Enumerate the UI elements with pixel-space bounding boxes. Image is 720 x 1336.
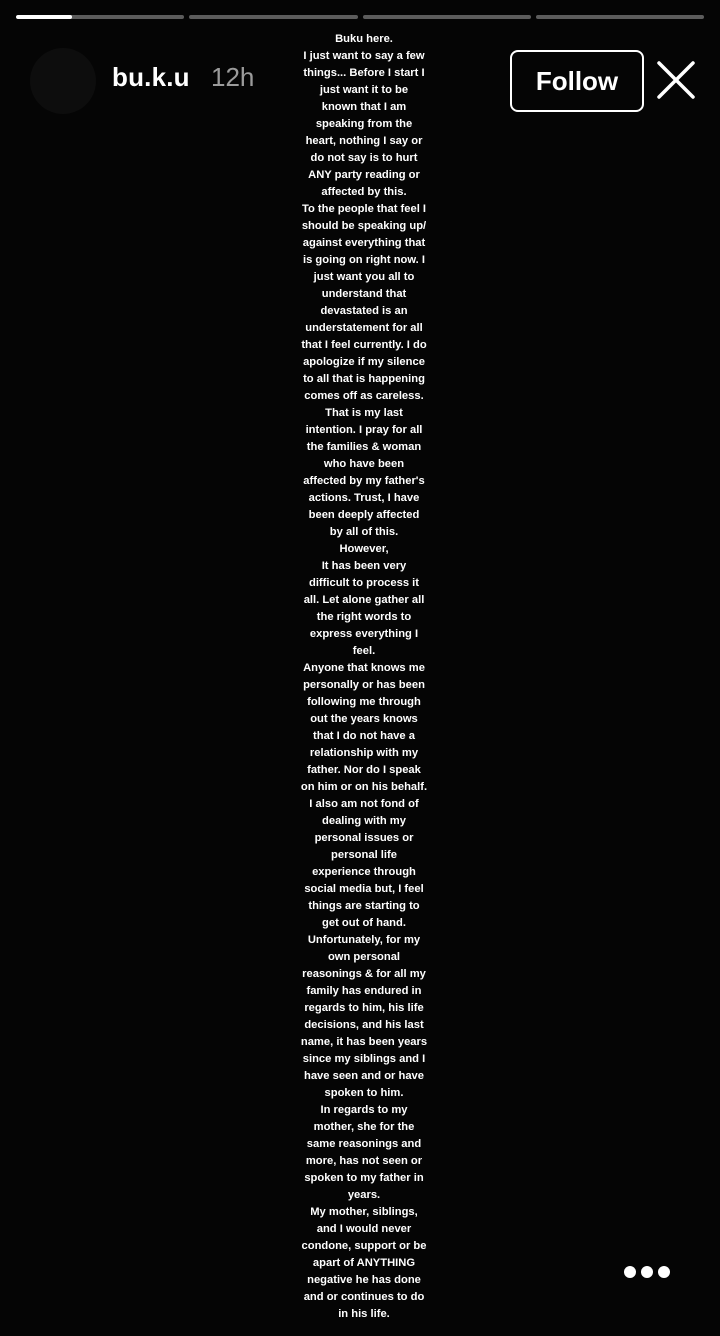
story-text-line: Anyone that knows me <box>303 662 425 674</box>
story-text-line: intention. I pray for all <box>305 424 423 436</box>
story-text-line: the families & woman <box>306 441 422 453</box>
story-text-line: known that I am <box>321 101 407 113</box>
story-text-line: and or continues to do <box>303 1291 425 1303</box>
story-text-line: that I feel currently. I do <box>301 339 427 351</box>
story-text-line: affected by my father's <box>303 475 425 487</box>
story-text <box>290 31 438 1323</box>
story-text-line: name, it has been years <box>300 1036 428 1048</box>
story-text-line: same reasonings and <box>306 1138 422 1150</box>
story-text-line: To the people that feel I <box>301 203 427 215</box>
close-button[interactable] <box>654 58 698 102</box>
story-text-line: have seen and or have <box>303 1070 424 1082</box>
more-options-icon <box>624 1266 636 1278</box>
story-text-line: experience through <box>312 866 416 878</box>
story-text-line: relationship with my <box>309 747 419 759</box>
story-text-line: My mother, siblings, <box>310 1206 418 1218</box>
story-text-line: heart, nothing I say or <box>305 135 423 147</box>
story-text-line: against everything that <box>302 237 426 249</box>
story-text-line: own personal <box>327 951 401 963</box>
story-text-line: affected by this. <box>321 186 407 198</box>
story-text-line: to all that is happening <box>303 373 425 385</box>
story-text-line: things are starting to <box>308 900 420 912</box>
story-text-line: spoken to him. <box>324 1087 404 1099</box>
story-text-line: speaking from the <box>315 118 413 130</box>
story-text-line: personal issues or <box>314 832 414 844</box>
progress-fill <box>16 15 72 19</box>
story-text-line: understatement for all <box>305 322 423 334</box>
story-text-line: social media but, I feel <box>304 883 424 895</box>
story-text-line: comes off as careless. <box>304 390 424 402</box>
story-text-line: condone, support or be <box>301 1240 427 1252</box>
progress-segment <box>536 15 704 19</box>
story-text-line: mother, she for the <box>313 1121 415 1133</box>
story-text-line: I also am not fond of <box>309 798 419 810</box>
story-progress-bar <box>16 15 704 19</box>
story-text-line: ANY party reading or <box>308 169 420 181</box>
username[interactable]: bu.k.u <box>112 62 190 92</box>
story-text-line: Buku here. <box>335 33 393 45</box>
close-icon <box>654 58 698 102</box>
story-text-line: who have been <box>323 458 405 470</box>
story-text-line: personal life <box>331 849 397 861</box>
story-text-line: personally or has been <box>303 679 425 691</box>
story-text-line: That is my last <box>325 407 403 419</box>
story-text-line: Unfortunately, for my <box>307 934 421 946</box>
story-text-line: on him or on his behalf. <box>300 781 428 793</box>
story-text-line: actions. Trust, I have <box>308 492 420 504</box>
story-text-line: do not say is to hurt <box>310 152 418 164</box>
progress-segment <box>189 15 357 19</box>
story-text-line: understand that <box>321 288 407 300</box>
story-text-line: been deeply affected <box>308 509 420 521</box>
story-text-line: that I do not have a <box>313 730 415 742</box>
story-text-line: family has endured in <box>306 985 422 997</box>
story-text-line: apart of ANYTHING <box>312 1257 416 1269</box>
follow-button[interactable]: Follow <box>510 50 644 112</box>
more-options-button[interactable] <box>624 1262 670 1282</box>
story-text-line: reasonings & for all my <box>302 968 426 980</box>
story-text-line: more, has not seen or <box>305 1155 423 1167</box>
story-text-line: just want it to be <box>319 84 409 96</box>
story-text-line: It has been very <box>321 560 407 572</box>
story-text-line: In regards to my <box>320 1104 408 1116</box>
story-text-line: is going on right now. I <box>302 254 425 266</box>
progress-segment <box>16 15 184 19</box>
story-text-line: just want you all to <box>313 271 415 283</box>
story-text-line: decisions, and his last <box>304 1019 424 1031</box>
progress-segment <box>363 15 531 19</box>
story-text-line: by all of this. <box>329 526 399 538</box>
story-text-line: get out of hand. <box>322 917 406 929</box>
story-text-line: difficult to process it <box>308 577 420 589</box>
more-options-icon <box>641 1266 653 1278</box>
story-text-line: negative he has done <box>307 1274 421 1286</box>
story-text-line: in his life. <box>338 1308 390 1320</box>
story-text-line: out the years knows <box>310 713 418 725</box>
story-text-line: devastated is an <box>320 305 408 317</box>
story-text-line: feel. <box>352 645 376 657</box>
story-text-line: apologize if my silence <box>303 356 425 368</box>
story-text-line: since my siblings and I <box>302 1053 426 1065</box>
story-text-line: should be speaking up/ <box>301 220 427 232</box>
story-text-line: I just want to say a few <box>303 50 425 62</box>
story-text-line: years. <box>347 1189 381 1201</box>
story-text-line: express everything I <box>309 628 419 640</box>
story-text-line: However, <box>339 543 389 555</box>
story-text-line: spoken to my father in <box>304 1172 424 1184</box>
story-text-line: things... Before I start I <box>303 67 425 79</box>
story-text-line: dealing with my <box>322 815 406 827</box>
story-text-line: father. Nor do I speak <box>307 764 421 776</box>
story-text-line: the right words to <box>316 611 412 623</box>
story-text-line: regards to him, his life <box>304 1002 424 1014</box>
story-text-line: and I would never <box>316 1223 412 1235</box>
story-text-line: all. Let alone gather all <box>303 594 425 606</box>
post-time: 12h <box>211 62 255 92</box>
story-text-line: following me through <box>307 696 421 708</box>
more-options-icon <box>658 1266 670 1278</box>
avatar[interactable] <box>30 48 96 114</box>
